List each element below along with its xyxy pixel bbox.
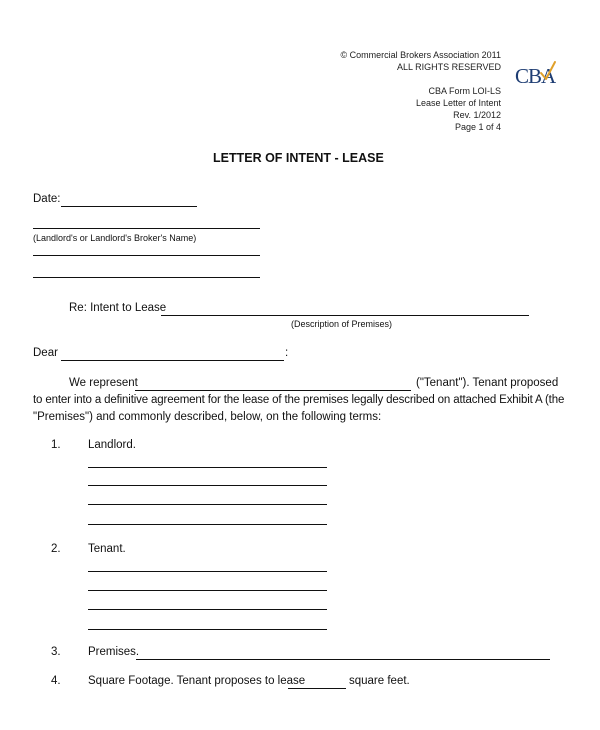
date-label: Date: bbox=[33, 193, 61, 205]
term-4-label: Square Footage. Tenant proposes to lease bbox=[88, 675, 306, 687]
page-number: Page 1 of 4 bbox=[454, 122, 501, 132]
landlord-line-4[interactable] bbox=[88, 524, 327, 525]
term-2-number: 2. bbox=[51, 543, 61, 555]
copyright-notice: © Commercial Brokers Association 2011 bbox=[340, 50, 501, 60]
landlord-address-line-2[interactable] bbox=[33, 277, 260, 278]
tenant-line-4[interactable] bbox=[88, 629, 327, 630]
term-4-suffix: square feet. bbox=[349, 675, 410, 687]
landlord-name-field[interactable] bbox=[33, 228, 260, 229]
rights-reserved: ALL RIGHTS RESERVED bbox=[396, 62, 501, 72]
paragraph-line2: to enter into a definitive agreement for the lease of the premises legally described on attached Exhibit A (the bbox=[33, 394, 565, 406]
tenant-line-1[interactable] bbox=[88, 571, 327, 572]
tenant-name-field[interactable] bbox=[135, 390, 411, 391]
landlord-line-3[interactable] bbox=[88, 504, 327, 505]
landlord-caption: (Landlord's or Landlord's Broker's Name) bbox=[33, 233, 197, 243]
square-footage-field[interactable] bbox=[288, 688, 346, 689]
term-2-label: Tenant. bbox=[88, 543, 126, 555]
salutation-colon: : bbox=[285, 347, 289, 359]
premises-caption: (Description of Premises) bbox=[291, 319, 393, 329]
paragraph-line1-end: ("Tenant"). Tenant proposed bbox=[416, 377, 559, 389]
page-title: LETTER OF INTENT - LEASE bbox=[213, 151, 384, 165]
term-1-number: 1. bbox=[51, 439, 61, 451]
logo-text: CBA bbox=[515, 64, 556, 88]
term-3-label: Premises. bbox=[88, 646, 140, 658]
cba-logo bbox=[515, 64, 559, 98]
form-name: Lease Letter of Intent bbox=[415, 98, 501, 108]
landlord-address-line-1[interactable] bbox=[33, 255, 260, 256]
dear-label: Dear bbox=[33, 347, 58, 359]
term-4-number: 4. bbox=[51, 675, 61, 687]
paragraph-line3: "Premises") and commonly described, below, on the following terms: bbox=[33, 411, 382, 423]
date-field[interactable] bbox=[61, 206, 197, 207]
term-3-number: 3. bbox=[51, 646, 61, 658]
form-code: CBA Form LOI-LS bbox=[428, 86, 501, 96]
tenant-line-3[interactable] bbox=[88, 609, 327, 610]
landlord-line-1[interactable] bbox=[88, 467, 327, 468]
landlord-line-2[interactable] bbox=[88, 485, 327, 486]
checkmark-icon bbox=[539, 60, 557, 82]
term-1-label: Landlord. bbox=[88, 439, 136, 451]
paragraph-line1-start: We represent bbox=[69, 377, 138, 389]
tenant-line-2[interactable] bbox=[88, 590, 327, 591]
revision: Rev. 1/2012 bbox=[453, 110, 501, 120]
re-label: Re: Intent to Lease bbox=[69, 302, 167, 314]
salutation-field[interactable] bbox=[61, 360, 284, 361]
premises-description-field[interactable] bbox=[161, 315, 529, 316]
premises-field[interactable] bbox=[136, 659, 550, 660]
